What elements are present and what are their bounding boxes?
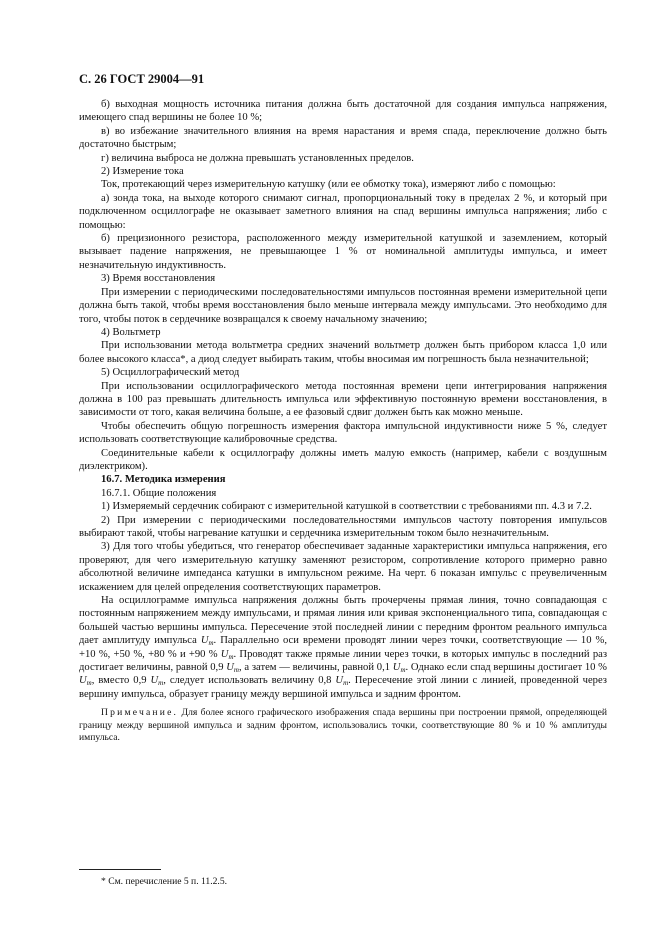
oscillogram-paragraph: На осциллограмме импульса напряжения должны быть прочерчены прямая линия, точно совпадающая с постоянным напряжением между импульсами, и прямая линия или кривая экспоненциального типа, совпадающая с большей частью вершины импульса. Пересечение этой последней линии с передним фронтом реального импульса дает амплитуду импульса $U_m$. Параллельно оси времени проводят линии через точки, соответствующие — 10 %, +10 %, +50 %, +80 % и +90 % $U_m$. Проводят также прямые линии через точки, в которых импульс в последний раз достигает величины, равной 0,9 $U_m$, а затем — величины, равной 0,1 $U_m$. Однако если спад вершины достигает 10 % $U_m$, вместо 0,9 $U_m$, следует использовать величину 0,8 $U_m$. Пересечение этой линии с линией, проведенной через вершину импульса, образует границу между вершиной импульса и задним фронтом. bbox=[79, 595, 608, 700]
document-body bbox=[79, 98, 607, 745]
symbol-um: $U_m$ bbox=[79, 675, 92, 688]
note-label: Примечание. bbox=[101, 707, 179, 719]
paragraph: в) во избежание значительного влияния на время нарастания и время спада, переключение должно быть достаточно быстрым; bbox=[79, 125, 607, 151]
footnote-divider bbox=[79, 869, 161, 870]
symbol-um: $U_m$ bbox=[150, 675, 164, 688]
subsection-title: 4) Вольтметр bbox=[101, 326, 161, 338]
page-header: С. 26 ГОСТ 29004—91 bbox=[79, 72, 205, 86]
paragraph: б) прецизионного резистора, расположенного между измерительной катушкой и заземлением, который вызывает падение напряжения, не превышающее 1 % от номинальной амплитуды импульса, и имеет незначительную индуктивность. bbox=[79, 233, 607, 271]
subsection-title: 2) Измерение тока bbox=[101, 166, 184, 178]
paragraph: При измерении с периодическими последовательностями импульсов постоянная времени измерительной цепи должна быть такой, чтобы время восстановления было меньше интервала между импульсами. Это необходимо для того, чтобы поток в сердечнике возвращался к своему начальному значению; bbox=[79, 286, 607, 325]
subsection-title: 16.7.1. Общие положения bbox=[101, 487, 217, 499]
paragraph: При использовании осциллографического метода постоянная времени цепи интегрирования напряжения должна в 100 раз превышать длительность импульса или эффективную постоянную времени восстановления, в зависимости от того, какая величина больше, а ее фазовый сдвиг должен быть как можно меньше. bbox=[79, 380, 607, 419]
paragraph: 1) Измеряемый сердечник собирают с измерительной катушкой в соответствии с требованиями пп. 4.3 и 7.2. bbox=[101, 501, 592, 513]
paragraph: Ток, протекающий через измерительную катушку (или ее обмотку тока), измеряют либо с помощью: bbox=[101, 179, 556, 191]
paragraph: При использовании метода вольтметра средних значений вольтметр должен быть прибором класса 1,0 или более высокого класса*, а диод следует выбирать таким, чтобы вносимая им погрешность была незначительной; bbox=[79, 340, 607, 365]
paragraph: 2) При измерении с периодическими последовательностями импульсов частоту повторения импульсов выбирают такой, чтобы нагревание катушки и сердечника измерительным током было незначительным. bbox=[79, 514, 607, 539]
symbol-um: $U_m$ bbox=[392, 662, 406, 675]
subsection-title: 3) Время восстановления bbox=[101, 273, 216, 285]
paragraph: б) выходная мощность источника питания должна быть достаточной для создания импульса напряжения, имеющего спад вершины не более 10 %; bbox=[79, 99, 607, 124]
symbol-um: $U_m$ bbox=[200, 635, 214, 648]
note bbox=[79, 707, 607, 744]
paragraph: г) величина выброса не должна превышать установленных пределов. bbox=[101, 152, 414, 164]
section-heading: 16.7. Методика измерения bbox=[101, 474, 226, 486]
paragraph: Чтобы обеспечить общую погрешность измерения фактора импульсной индуктивности ниже 5 %, следует использовать соответствующие калибровочные средства. bbox=[79, 420, 607, 446]
symbol-um: $U_m$ bbox=[220, 648, 234, 661]
symbol-um: $U_m$ bbox=[335, 675, 349, 688]
paragraph: Соединительные кабели к осциллографу должны иметь малую емкость (например, кабели с воздушным диэлектриком). bbox=[79, 447, 607, 472]
paragraph: а) зонда тока, на выходе которого снимают сигнал, пропорциональный току в пределах 2 %, и который при подключенном осциллографе не оказывает заметного влияния на спад вершины импульса напряжения; либо с помощью: bbox=[79, 192, 607, 231]
note-text: Для более ясного графического изображения спада вершины при построении прямой, определяющей границу между вершиной импульса и задним фронтом, использовались точки, соответствующие 80 % и 10 % амплитуды импульса. bbox=[79, 707, 607, 744]
subsection-title: 5) Осциллографический метод bbox=[101, 367, 240, 379]
paragraph: 3) Для того чтобы убедиться, что генератор обеспечивает заданные характеристики импульса напряжения, его проверяют, для чего измерительную катушку заменяют резистором, сопротивление которого примерно равно абсолютной величине импеданса катушки в импульсном режиме. На черт. 6 показан импульс с преувеличенным искажением для целей определения соответствующих параметров. bbox=[79, 541, 607, 593]
symbol-um: $U_m$ bbox=[226, 662, 239, 675]
footnote: * См. перечисление 5 п. 11.2.5. bbox=[101, 876, 228, 887]
